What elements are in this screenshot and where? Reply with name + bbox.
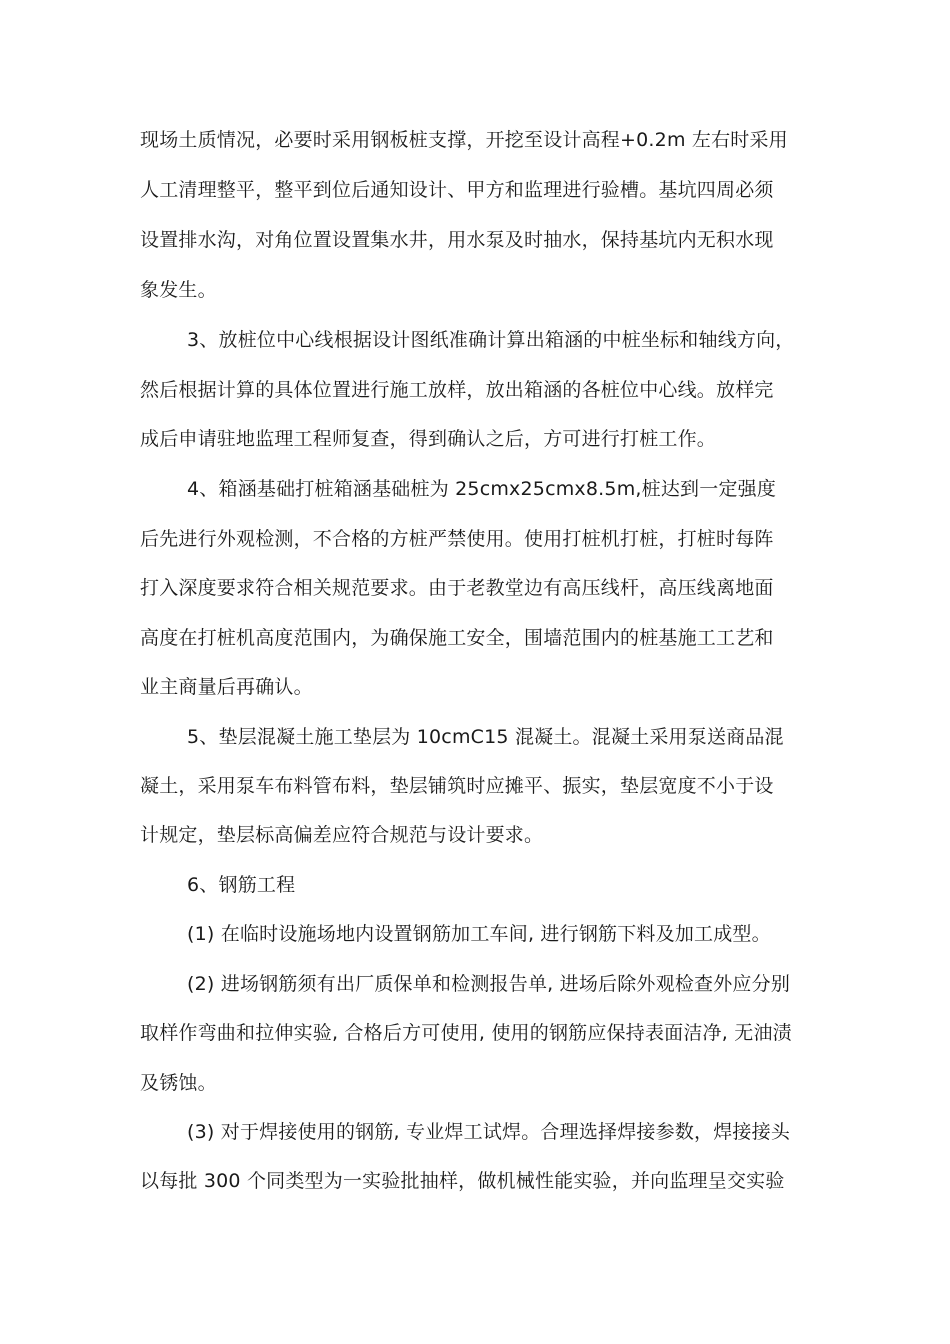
text-line: 人工清理整平，整平到位后通知设计、甲方和监理进行验槽。基坑四周必须	[140, 179, 774, 201]
section-heading-steel: 6、钢筋工程	[187, 874, 296, 896]
text-line: 然后根据计算的具体位置进行施工放样，放出箱涵的各桩位中心线。放样完	[140, 379, 774, 401]
text-line: 计规定，垫层标高偏差应符合规范与设计要求。	[140, 824, 544, 846]
text-line: 设置排水沟，对角位置设置集水井，用水泵及时抽水，保持基坑内无积水现	[140, 229, 774, 251]
list-item-2: (2) 进场钢筋须有出厂质保单和检测报告单, 进场后除外观检查外应分别	[187, 973, 791, 995]
text-line: 取样作弯曲和拉伸实验, 合格后方可使用, 使用的钢筋应保持表面洁净, 无油渍	[140, 1022, 792, 1044]
text-line: 及锈蚀。	[140, 1072, 217, 1094]
paragraph-5-start: 5、垫层混凝土施工垫层为 10cmC15 混凝土。混凝土采用泵送商品混	[187, 726, 784, 748]
text-line: 象发生。	[140, 279, 217, 301]
text-line: 成后申请驻地监理工程师复查，得到确认之后，方可进行打桩工作。	[140, 428, 717, 450]
text-line: 现场土质情况，必要时采用钢板桩支撑，开挖至设计高程+0.2m 左右时采用	[140, 129, 788, 151]
paragraph-4-start: 4、箱涵基础打桩箱涵基础桩为 25cmx25cmx8.5m,桩达到一定强度	[187, 478, 777, 500]
text-line: 后先进行外观检测，不合格的方桩严禁使用。使用打桩机打桩，打桩时每阵	[140, 528, 774, 550]
list-item-1: (1) 在临时设施场地内设置钢筋加工车间, 进行钢筋下料及加工成型。	[187, 923, 771, 945]
text-line: 凝土，采用泵车布料管布料，垫层铺筑时应摊平、振实，垫层宽度不小于设	[140, 775, 774, 797]
list-item-3: (3) 对于焊接使用的钢筋, 专业焊工试焊。合理选择焊接参数，焊接接头	[187, 1121, 791, 1143]
text-line: 高度在打桩机高度范围内，为确保施工安全，围墙范围内的桩基施工工艺和	[140, 627, 774, 649]
text-line: 打入深度要求符合相关规范要求。由于老教堂边有高压线杆，高压线离地面	[140, 577, 774, 599]
text-line: 业主商量后再确认。	[140, 676, 313, 698]
paragraph-3-start: 3、放桩位中心线根据设计图纸准确计算出箱涵的中桩坐标和轴线方向，	[187, 329, 795, 351]
text-line: 以每批 300 个同类型为一实验批抽样，做机械性能实验，并向监理呈交实验	[140, 1170, 785, 1192]
